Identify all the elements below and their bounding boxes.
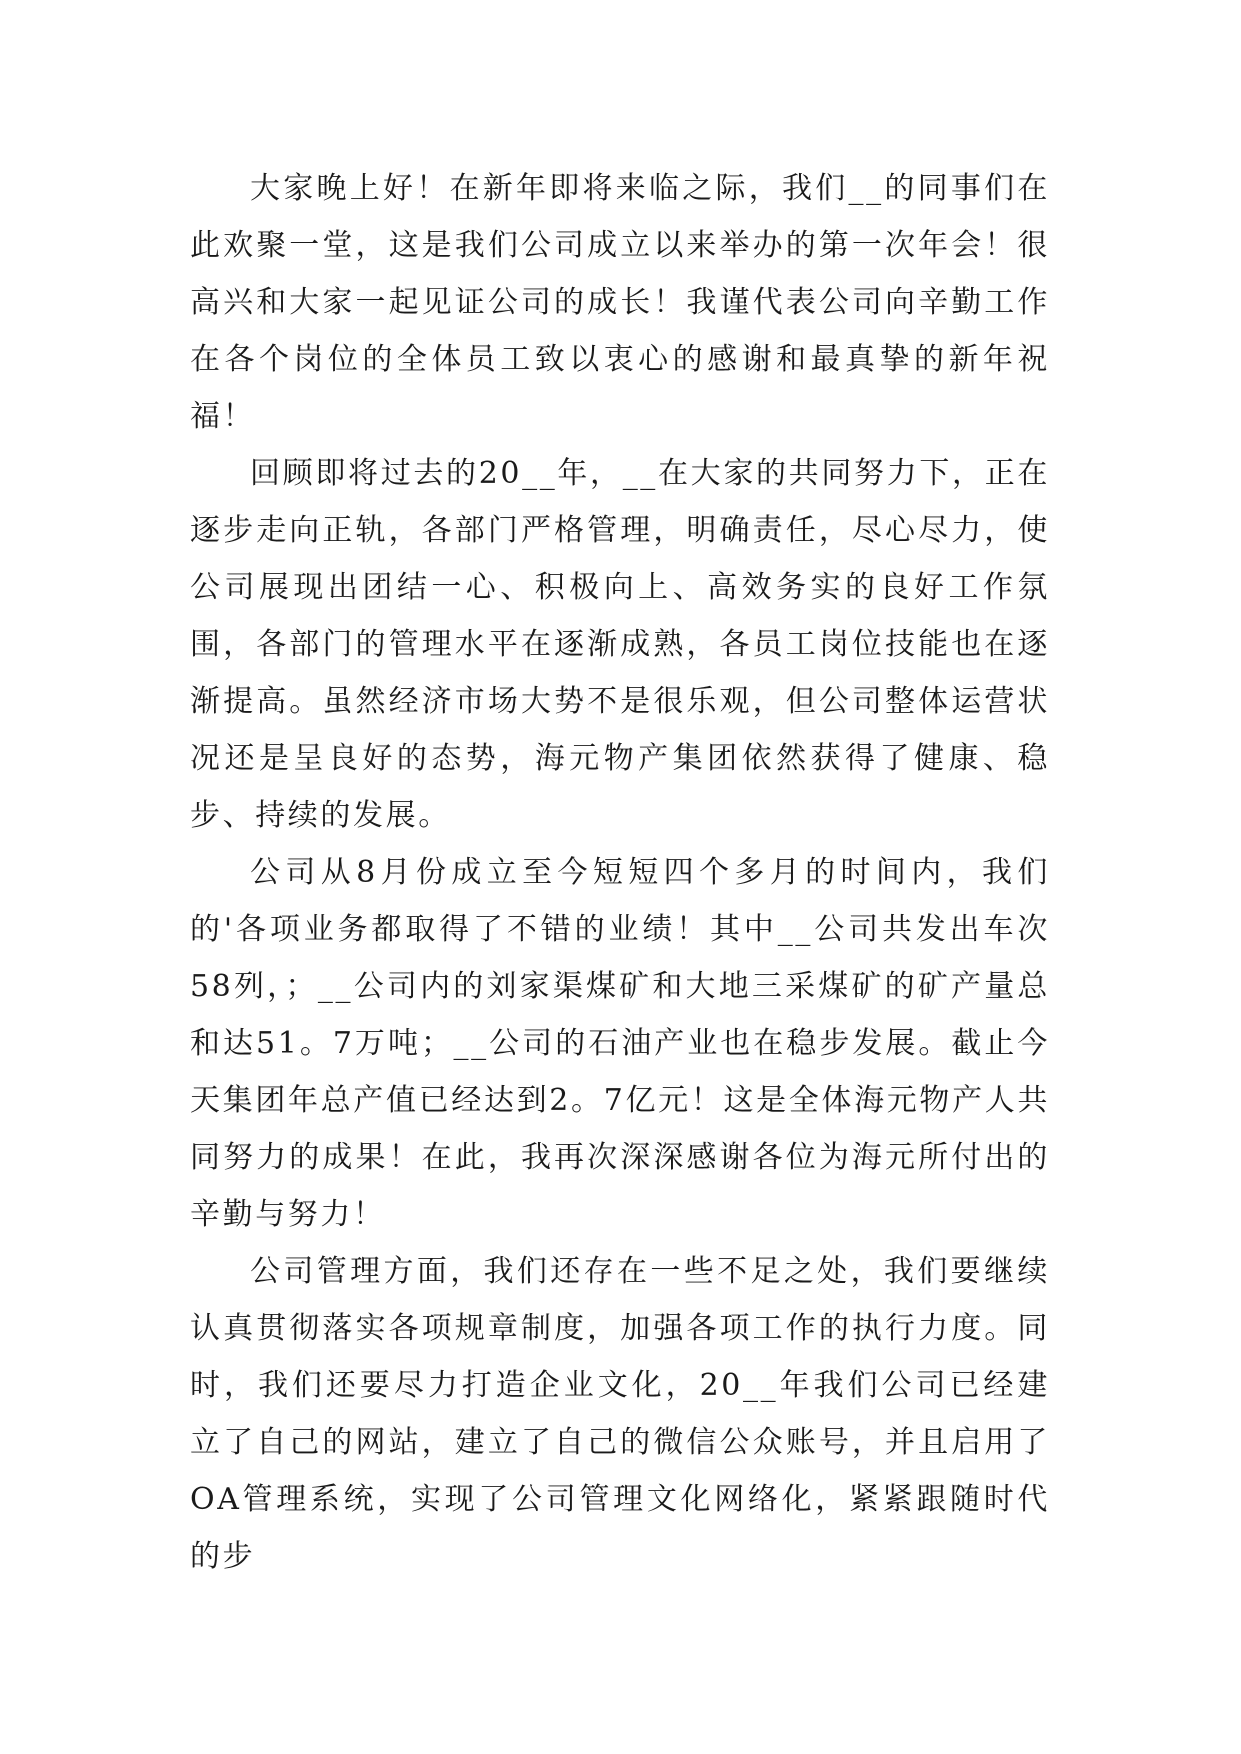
paragraph-opening-greeting: 大家晚上好！在新年即将来临之际，我们__的同事们在此欢聚一堂，这是我们公司成立以来举办的第一次年会！很高兴和大家一起见证公司的成长！我谨代表公司向辛勤工作在各个岗位的全体员工致以衷心的感谢和最真挚的新年祝福！ (190, 171, 1050, 434)
paragraph-management: 公司管理方面，我们还存在一些不足之处，我们要继续认真贯彻落实各项规章制度，加强各项工作的执行力度。同时，我们还要尽力打造企业文化，20__年我们公司已经建立了自己的网站，建立了自己的微信公众账号，并且启用了OA管理系统，实现了公司管理文化网络化，紧紧跟随时代的步 (190, 1254, 1050, 1574)
paragraph-business-results: 公司从8月份成立至今短短四个多月的时间内，我们的'各项业务都取得了不错的业绩！其中__公司共发出车次58列，；__公司内的刘家渠煤矿和大地三采煤矿的矿产量总和达51。7万吨；__公司的石油产业也在稳步发展。截止今天集团年总产值已经达到2。7亿元！这是全体海元物产人共同努力的成果！在此，我再次深深感谢各位为海元所付出的辛勤与努力！ (190, 855, 1050, 1232)
document-body (190, 160, 1050, 1585)
paragraph-year-review: 回顾即将过去的20__年，__在大家的共同努力下，正在逐步走向正轨，各部门严格管理，明确责任，尽心尽力，使公司展现出团结一心、积极向上、高效务实的良好工作氛围，各部门的管理水平在逐渐成熟，各员工岗位技能也在逐渐提高。虽然经济市场大势不是很乐观，但公司整体运营状况还是呈良好的态势，海元物产集团依然获得了健康、稳步、持续的发展。 (190, 456, 1050, 833)
